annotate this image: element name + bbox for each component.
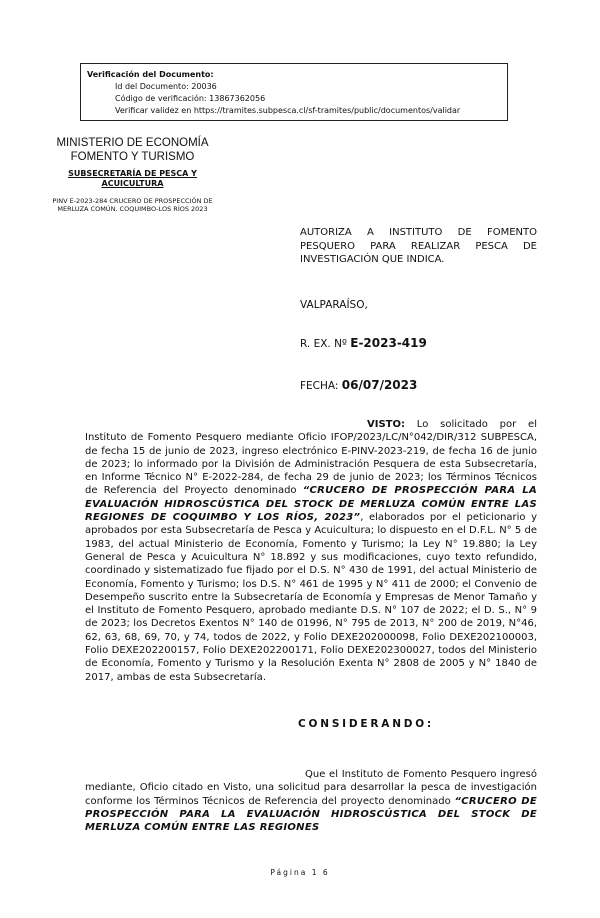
fecha-label: FECHA: [300, 380, 339, 392]
resolution-title: AUTORIZA A INSTITUTO DE FOMENTO PESQUERO PARA REALIZAR PESCA DE INVESTIGACIÓN QUE INDICA. [300, 227, 537, 265]
rex-number: E-2023-419 [350, 336, 427, 350]
ministry-name [40, 136, 225, 164]
fecha-value: 06/07/2023 [341, 378, 418, 392]
ministry-line-1: MINISTERIO DE ECONOMÍA [56, 137, 209, 149]
verification-box [80, 63, 508, 121]
resolution-date [300, 378, 417, 392]
considerando-heading: CONSIDERANDO: [298, 718, 435, 730]
visto-project-name: “CRUCERO DE PROSPECCIÓN PARA LA EVALUACIÓN HIDROSCÚSTICA DEL STOCK DE MERLUZA COMÚN ENTRE LAS REGIONES DE COQUIMBO Y LOS RÍOS, 2023” [85, 485, 537, 524]
city: VALPARAÍSO, [300, 299, 368, 311]
visto-label: VISTO: [367, 419, 405, 430]
considerando-text-a: Que el Instituto de Fomento Pesquero ingresó mediante, Oficio citado en Visto, una solicitud para desarrollar la pesca de investigación conforme los Términos Técnicos de Referencia del proyecto denominado [85, 769, 537, 807]
pinv-reference: PINV E-2023-284 CRUCERO DE PROSPECCIÓN DE MERLUZA COMÚN. COQUIMBO-LOS RÍOS 2023 [52, 197, 213, 213]
resolution-number [300, 336, 427, 350]
visto-text-a: Lo solicitado por el Instituto de Fomento Pesquero mediante Oficio IFOP/2023/LC/N°042/DIR/312 SUBPESCA, de fecha 15 de junio de 2023, ingreso electrónico E-PINV-2023-219, de fecha 16 de junio de 2023; lo informado por la División de Administración Pesquera de esta Subsecretaría, en Informe Técnico N° E-2022-284, de fecha 29 de junio de 2023; los Términos Técnicos de Referencia del Proyecto denominado [85, 419, 537, 497]
verification-code: • Código de verificación: 13867362056 [115, 93, 503, 105]
visto-text-b: , elaborados por el peticionario y aprobados por esta Subsecretaría de Pesca y Acuicultura; lo dispuesto en el D.F.L. N° 5 de 1983, del actual Ministerio de Economía, Fomento y Turismo; la Ley N° 19.880; la Ley General de Pesca y Acuicultura N° 18.892 y sus modificaciones, cuyo texto refundido, coordinado y sistematizado fue fijado por el D.S. N° 430 de 1991, del actual Ministerio de Economía, Fomento y Turismo; los D.S. N° 461 de 1995 y N° 411 de 2000; el Convenio de Desempeño suscrito entre la Subsecretaría de Economía y Empresas de Menor Tamaño y el Instituto de Fomento Pesquero, aprobado mediante D.S. N° 107 de 2022; el D. S., N° 9 de 2023; los Decretos Exentos N° 140 de 01996, N° 795 de 2013, N° 200 de 2019, N°46, 62, 63, 68, 69, 70, y 74, todos de 2022, y Folio DEXE202000098, Folio DEXE202100003, Folio DEXE202200157, Folio DEXE202200171, Folio DEXE202300027, todos del Ministerio de Economía, Fomento y Turismo y la Resolución Exenta N° 2808 de 2005 y N° 1840 de 2017, ambas de esta Subsecretaría. [85, 512, 537, 683]
verification-title: Verificación del Documento: [87, 70, 214, 79]
verification-doc-id: • Id del Documento: 20036 [115, 81, 503, 93]
visto-paragraph [85, 418, 537, 684]
page-number: Página 1 6 [270, 868, 330, 877]
considerando-paragraph [85, 768, 537, 834]
rex-label: R. EX. Nº [300, 338, 347, 350]
verification-url[interactable]: • Verificar validez en https://tramites.subpesca.cl/sf-tramites/public/documentos/validar [115, 105, 503, 117]
verification-list [87, 81, 503, 117]
ministry-line-2: FOMENTO Y TURISMO [70, 151, 195, 163]
subsecretaria-name: SUBSECRETARÍA DE PESCA Y ACUICULTURA [68, 169, 197, 188]
considerando-project-name: “CRUCERO DE PROSPECCIÓN PARA LA EVALUACIÓN HIDROSCÚSTICA DEL STOCK DE MERLUZA COMÚN ENTRE LAS REGIONES [85, 795, 537, 834]
